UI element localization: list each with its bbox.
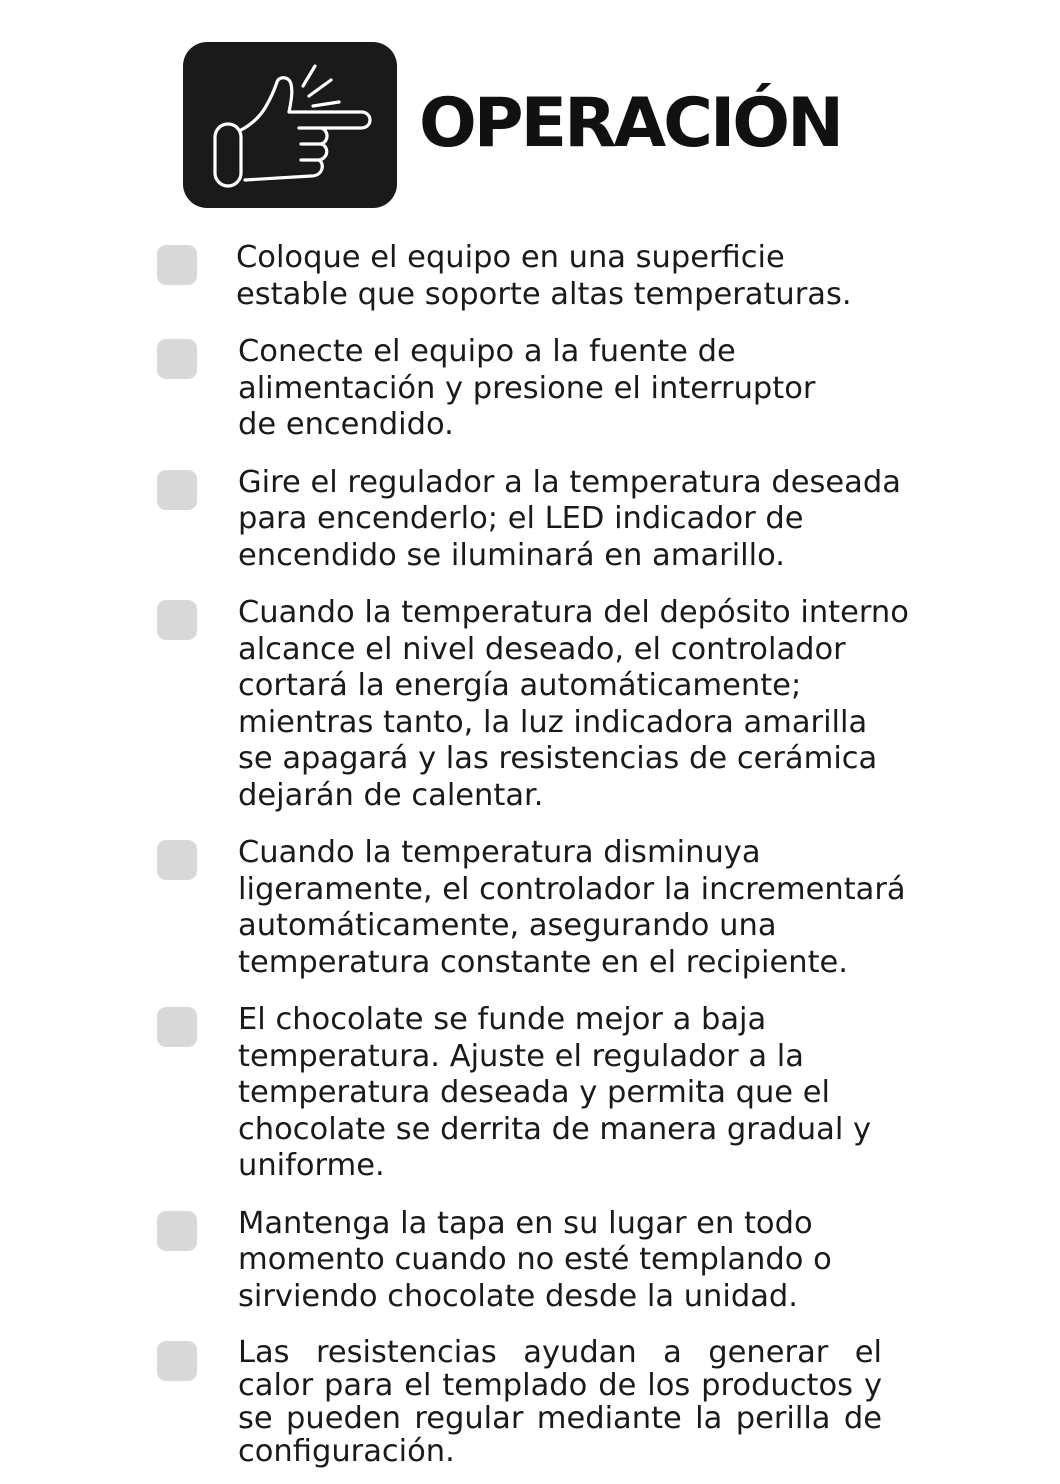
step-text: Cuando la temperatura del depósito interno alcance el nivel deseado, el controlador cortará la energía automáticamente; mientras tanto, la luz indicadora amarilla se apagará y las resistencias de cerámica dejarán de calentar. — [238, 595, 909, 813]
step-text: El chocolate se funde mejor a baja temperatura. Ajuste el regulador a la temperatura deseada y permita que el chocolate se derrita de manera gradual y uniforme. — [238, 1002, 872, 1183]
list-item — [156, 465, 946, 575]
step-text: Cuando la temperatura disminuya ligeramente, el controlador la incrementará automáticamente, asegurando una temperatura constante en el recipiente. — [238, 835, 906, 980]
list-item — [156, 240, 946, 313]
page-title: OPERACIÓN — [419, 84, 842, 163]
checkbox[interactable] — [157, 470, 197, 510]
operation-steps-list — [156, 240, 946, 1468]
step-text: Coloque el equipo en una superficie estable que soporte altas temperaturas. — [236, 240, 852, 312]
step-text: Gire el regulador a la temperatura deseada para encenderlo; el LED indicador de encendido se iluminará en amarillo. — [238, 464, 901, 573]
pointing-hand-icon — [183, 42, 397, 208]
step-text: Conecte el equipo a la fuente de alimentación y presione el interruptor de encendido. — [238, 334, 816, 442]
checkbox[interactable] — [157, 1341, 197, 1381]
list-item — [156, 1002, 946, 1185]
section-header — [183, 42, 903, 208]
checkbox[interactable] — [157, 600, 197, 640]
step-text: Las resistencias ayudan a generar el calor para el templado de los productos y se pueden regular mediante la perilla de configuración. — [238, 1335, 882, 1469]
list-item — [156, 835, 946, 981]
step-text: Mantenga la tapa en su lugar en todo momento cuando no esté templando o sirviendo chocolate desde la unidad. — [238, 1205, 832, 1314]
checkbox[interactable] — [157, 840, 197, 880]
checkbox[interactable] — [157, 1211, 197, 1251]
list-item — [156, 1336, 946, 1468]
list-item — [156, 334, 946, 444]
checkbox[interactable] — [157, 1007, 197, 1047]
list-item — [156, 1206, 946, 1316]
checkbox[interactable] — [157, 245, 197, 285]
list-item — [156, 595, 946, 814]
checkbox[interactable] — [157, 339, 197, 379]
